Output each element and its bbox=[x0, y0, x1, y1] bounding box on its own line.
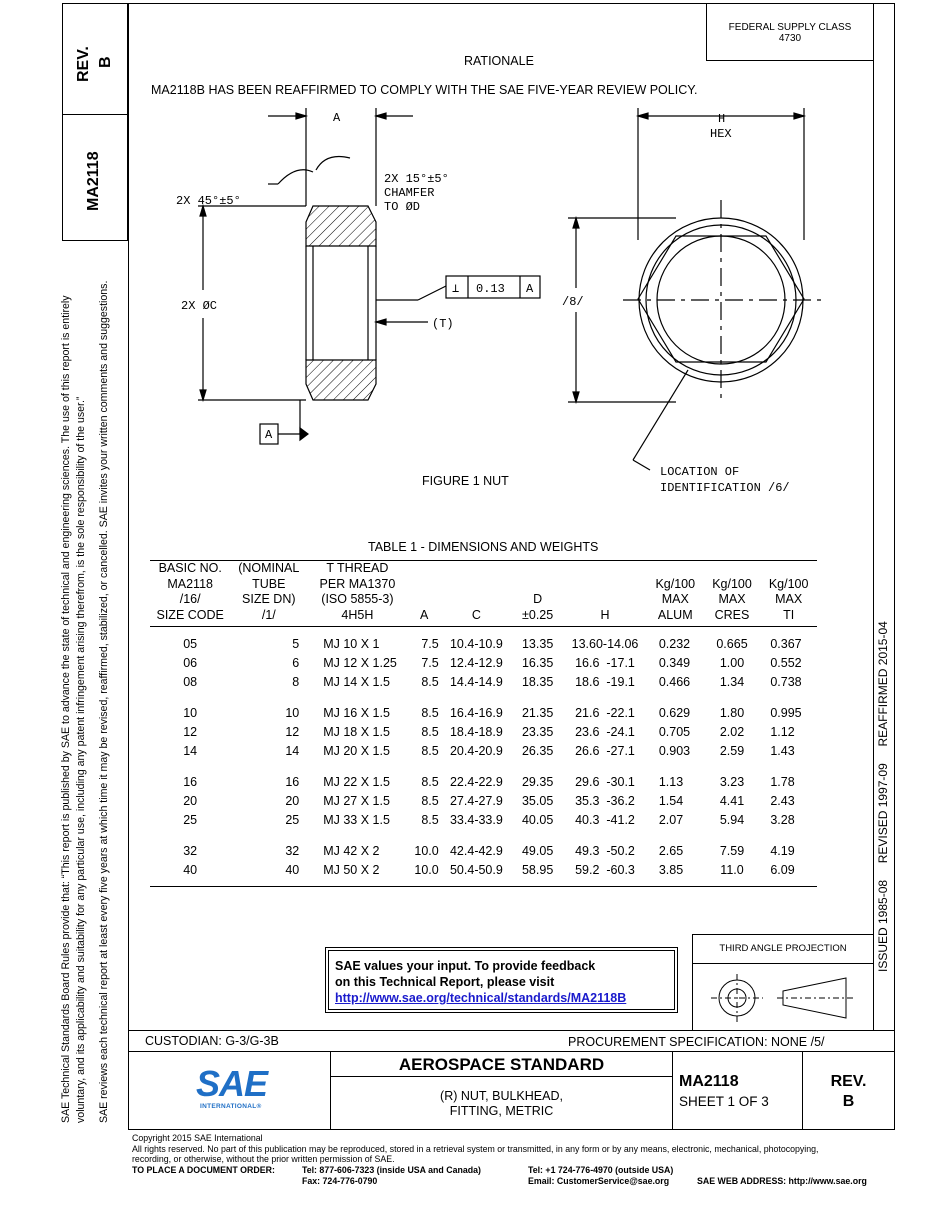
table-cell: 0.629 bbox=[658, 706, 691, 720]
feedback-line-1: SAE values your input. To provide feedback bbox=[335, 959, 596, 973]
fsc-box bbox=[706, 3, 873, 61]
nut-side-bottom-hatch bbox=[306, 360, 376, 400]
col-header: C bbox=[471, 607, 481, 622]
table-title: TABLE 1 - DIMENSIONS AND WEIGHTS bbox=[368, 540, 599, 554]
standard-heading: AEROSPACE STANDARD bbox=[331, 1052, 672, 1077]
table-cell: 16.35 bbox=[521, 656, 554, 670]
col-header: (NOMINAL TUBE SIZE DN) /1/ bbox=[238, 561, 300, 622]
side-doc-number: MA2118 bbox=[85, 151, 102, 211]
table-cell: 12 bbox=[183, 725, 198, 739]
table-cell: 16 bbox=[285, 775, 300, 789]
table-cell: 0.738 bbox=[770, 675, 802, 689]
table-cell: 05 bbox=[183, 637, 198, 651]
col-header: BASIC NO. MA2118 /16/ SIZE CODE bbox=[156, 561, 224, 622]
label-hex: HEX bbox=[710, 127, 732, 141]
table-cell: 21.35 bbox=[521, 706, 554, 720]
table-row bbox=[150, 723, 817, 742]
table-cell: 3.23 bbox=[719, 775, 745, 789]
table-header-row bbox=[150, 561, 817, 627]
label-tod: TO ØD bbox=[384, 200, 421, 214]
side-docnum-box bbox=[62, 115, 128, 241]
table-cell: 20.4-20.9 bbox=[449, 744, 503, 758]
disclaimer-line-3: SAE reviews each technical report at least every five years at which time it may be revised, reaffirmed, stabilized, or cancelled. SAE invites your written comments and suggestions. bbox=[98, 280, 110, 1123]
projection-box bbox=[692, 934, 873, 1030]
table-row bbox=[150, 635, 817, 654]
table-cell: 1.12 bbox=[770, 725, 795, 739]
projection-symbol bbox=[701, 969, 866, 1027]
table-cell: 21.6 -22.1 bbox=[575, 706, 635, 720]
disclaimer-line-2: voluntary, and its applicability and suitability for any particular use, including any patent infringement arising therefrom, is the sole responsibility of the user.” bbox=[75, 396, 87, 1123]
table-row bbox=[150, 673, 817, 692]
doc-title-line-1: (R) NUT, BULKHEAD, bbox=[440, 1089, 563, 1103]
table-cell: 35.3 -36.2 bbox=[575, 794, 635, 808]
label-loc2: IDENTIFICATION /6/ bbox=[660, 481, 790, 495]
table-cell: 8.5 bbox=[421, 794, 439, 808]
table-cell: 14.4-14.9 bbox=[449, 675, 503, 689]
table-row bbox=[150, 811, 817, 830]
table-cell: 7.59 bbox=[719, 844, 745, 858]
fax: Fax: 724-776-0790 bbox=[302, 1175, 378, 1186]
docnum-cell bbox=[673, 1052, 803, 1130]
table-cell: 1.00 bbox=[719, 656, 745, 670]
table-cell: 3.85 bbox=[658, 863, 684, 877]
table-cell: MJ 16 X 1.5 bbox=[323, 706, 390, 720]
table-cell: 2.43 bbox=[770, 794, 795, 808]
table-cell: MJ 42 X 2 bbox=[323, 844, 380, 858]
table-cell: 33.4-33.9 bbox=[449, 813, 503, 827]
table-cell: 13.35 bbox=[521, 637, 554, 651]
table-cell: 23.35 bbox=[521, 725, 554, 739]
col-header: D ±0.25 bbox=[522, 592, 554, 622]
table-cell: 32 bbox=[183, 844, 198, 858]
table-cell: 0.466 bbox=[658, 675, 691, 689]
revision-history: ISSUED 1985-08 REVISED 1997-09 REAFFIRMED 2015-04 bbox=[876, 621, 890, 972]
table-cell: 26.35 bbox=[521, 744, 554, 758]
doc-title-line-2: FITTING, METRIC bbox=[449, 1104, 554, 1118]
col-header: T THREAD PER MA1370 (ISO 5855-3) 4H5H bbox=[319, 561, 396, 622]
table-cell: 14 bbox=[183, 744, 198, 758]
col-header: A bbox=[420, 607, 429, 622]
table-cell: 08 bbox=[183, 675, 198, 689]
table-row bbox=[150, 773, 817, 792]
hex-body bbox=[638, 208, 818, 350]
table-cell: 0.665 bbox=[716, 637, 748, 651]
copyright: Copyright 2015 SAE International bbox=[132, 1133, 263, 1143]
table-cell: 18.4-18.9 bbox=[449, 725, 503, 739]
table-cell: 10.0 bbox=[414, 863, 439, 877]
table-bottom-rule bbox=[150, 880, 817, 887]
table-cell: MJ 50 X 2 bbox=[323, 863, 380, 877]
table-cell: 7.5 bbox=[421, 637, 439, 651]
table-cell: 4.19 bbox=[770, 844, 795, 858]
table-cell: 16 bbox=[183, 775, 198, 789]
disclaimer-line-1: SAE Technical Standards Board Rules provide that: “This report is published by SAE to advance the state of technical and engineering sciences. The use of this report is entirely bbox=[60, 295, 72, 1123]
table-cell: 5.94 bbox=[719, 813, 745, 827]
table-cell: 20 bbox=[183, 794, 198, 808]
side-rev-label: REV. bbox=[75, 46, 92, 82]
nut-figure bbox=[128, 100, 873, 510]
tel-intl: Tel: +1 724-776-4970 (outside USA) bbox=[528, 1164, 674, 1175]
table-cell: 1.80 bbox=[719, 706, 745, 720]
table-row bbox=[150, 654, 817, 673]
label-datum: A bbox=[526, 282, 534, 296]
table-cell: 2.02 bbox=[719, 725, 745, 739]
feedback-box bbox=[325, 947, 678, 1013]
table-cell: 23.6 -24.1 bbox=[575, 725, 635, 739]
feedback-link[interactable]: http://www.sae.org/technical/standards/MA2118B bbox=[335, 991, 627, 1005]
side-rev-box bbox=[62, 3, 128, 115]
footer bbox=[132, 1133, 892, 1187]
group-spacer bbox=[150, 830, 817, 842]
table-row bbox=[150, 704, 817, 723]
table-cell: 27.4-27.9 bbox=[449, 794, 503, 808]
table-cell: 29.35 bbox=[521, 775, 554, 789]
table-cell: 49.05 bbox=[521, 844, 554, 858]
table-cell: 40 bbox=[183, 863, 198, 877]
custodian-cell: CUSTODIAN: G-3/G-3B bbox=[128, 1030, 560, 1052]
label-chamfer: CHAMFER bbox=[384, 186, 435, 200]
table-cell: 0.995 bbox=[770, 706, 802, 720]
table-cell: 10 bbox=[183, 706, 198, 720]
table-row bbox=[150, 861, 817, 880]
table-cell: 32 bbox=[285, 844, 300, 858]
group-spacer bbox=[150, 761, 817, 773]
table-cell: 8.5 bbox=[421, 775, 439, 789]
table-cell: 42.4-42.9 bbox=[449, 844, 503, 858]
table-cell: 0.232 bbox=[658, 637, 691, 651]
table-cell: MJ 33 X 1.5 bbox=[323, 813, 390, 827]
label-c: 2X ØC bbox=[181, 299, 218, 313]
table-cell: 25 bbox=[183, 813, 198, 827]
label-8: /8/ bbox=[562, 295, 584, 309]
table-cell: 0.349 bbox=[658, 656, 691, 670]
table-cell: 1.13 bbox=[658, 775, 684, 789]
rights-line-1: All rights reserved. No part of this publication may be reproduced, stored in a retrieval system or transmitted, in any form or by any means, electronic, mechanical, photocopying, bbox=[132, 1143, 819, 1154]
sae-logo-sub: INTERNATIONAL® bbox=[200, 1103, 262, 1110]
logo-cell bbox=[128, 1052, 331, 1130]
table-cell: 20 bbox=[285, 794, 300, 808]
table-cell: MJ 10 X 1 bbox=[323, 637, 380, 651]
table-cell: 3.28 bbox=[770, 813, 795, 827]
table-cell: 0.705 bbox=[658, 725, 691, 739]
rev-label: REV. bbox=[830, 1073, 867, 1090]
table-cell: 8 bbox=[292, 675, 300, 689]
table-row bbox=[150, 742, 817, 761]
table-cell: MJ 14 X 1.5 bbox=[323, 675, 390, 689]
table-cell: 16.4-16.9 bbox=[449, 706, 503, 720]
table-cell: 1.43 bbox=[770, 744, 795, 758]
table-cell: 40 bbox=[285, 863, 300, 877]
rev-value: B bbox=[842, 1093, 855, 1110]
table-cell: MJ 12 X 1.25 bbox=[323, 656, 397, 670]
table-cell: 12.4-12.9 bbox=[449, 656, 503, 670]
table-cell: 0.903 bbox=[658, 744, 691, 758]
table-cell: 5 bbox=[292, 637, 300, 651]
table-cell: 49.3 -50.2 bbox=[575, 844, 635, 858]
email[interactable]: Email: CustomerService@sae.org bbox=[528, 1175, 670, 1186]
table-cell: 10.4-10.9 bbox=[449, 637, 503, 651]
label-a: A bbox=[333, 111, 341, 125]
table-cell: 35.05 bbox=[521, 794, 554, 808]
table-cell: 40.3 -41.2 bbox=[575, 813, 635, 827]
col-header: Kg/100 MAX ALUM bbox=[655, 576, 696, 622]
table-cell: 50.4-50.9 bbox=[449, 863, 503, 877]
label-45: 2X 45°±5° bbox=[176, 194, 241, 208]
label-t: (T) bbox=[432, 317, 454, 331]
table-cell: 2.59 bbox=[719, 744, 745, 758]
table-row bbox=[150, 792, 817, 811]
rationale-text: MA2118B HAS BEEN REAFFIRMED TO COMPLY WITH THE SAE FIVE-YEAR REVIEW POLICY. bbox=[151, 83, 698, 97]
rev-cell bbox=[803, 1052, 895, 1130]
label-15: 2X 15°±5° bbox=[384, 172, 449, 186]
figure-caption: FIGURE 1 NUT bbox=[422, 474, 509, 488]
dimensions-table bbox=[150, 560, 817, 887]
web-address[interactable]: SAE WEB ADDRESS: http://www.sae.org bbox=[697, 1175, 867, 1186]
table-cell: 0.367 bbox=[770, 637, 802, 651]
label-loc1: LOCATION OF bbox=[660, 465, 740, 479]
table-cell: 8.5 bbox=[421, 744, 439, 758]
table-cell: MJ 18 X 1.5 bbox=[323, 725, 390, 739]
table-cell: 59.2 -60.3 bbox=[575, 863, 635, 877]
table-cell: 11.0 bbox=[720, 863, 744, 877]
table-cell: 10.0 bbox=[414, 844, 439, 858]
table-cell: 2.07 bbox=[658, 813, 684, 827]
side-rev-letter: B bbox=[97, 56, 114, 68]
label-datum-box: A bbox=[265, 428, 273, 442]
table-cell: 4.41 bbox=[719, 794, 745, 808]
table-cell: MJ 22 X 1.5 bbox=[323, 775, 390, 789]
group-spacer bbox=[150, 692, 817, 704]
table-body bbox=[150, 627, 817, 887]
order-label: TO PLACE A DOCUMENT ORDER: bbox=[132, 1164, 275, 1175]
table-row bbox=[150, 842, 817, 861]
table-cell: 1.34 bbox=[719, 675, 745, 689]
table-cell: 14 bbox=[285, 744, 300, 758]
standard-cell bbox=[331, 1052, 673, 1130]
table-cell: 8.5 bbox=[421, 675, 439, 689]
group-spacer bbox=[150, 627, 817, 636]
table-cell: 26.6 -27.1 bbox=[575, 744, 635, 758]
table-cell: 8.5 bbox=[421, 813, 439, 827]
label-h: H bbox=[718, 112, 726, 126]
table-cell: 06 bbox=[183, 656, 198, 670]
fsc-value: 4730 bbox=[778, 33, 802, 44]
table-cell: 2.65 bbox=[658, 844, 684, 858]
table-cell: 10 bbox=[285, 706, 300, 720]
table-cell: 8.5 bbox=[421, 706, 439, 720]
procurement-cell: PROCUREMENT SPECIFICATION: NONE /5/ bbox=[560, 1030, 895, 1052]
table-cell: 1.54 bbox=[658, 794, 684, 808]
col-header: Kg/100 MAX TI bbox=[768, 576, 809, 622]
table-cell: 40.05 bbox=[521, 813, 554, 827]
table-cell: 16.6 -17.1 bbox=[575, 656, 635, 670]
col-header: H bbox=[600, 607, 610, 622]
table-cell: 25 bbox=[285, 813, 300, 827]
table-cell: 0.552 bbox=[770, 656, 802, 670]
doc-number: MA2118 bbox=[679, 1073, 739, 1090]
nut-side-top-hatch bbox=[306, 206, 376, 246]
table-cell: MJ 27 X 1.5 bbox=[323, 794, 390, 808]
label-tol: 0.13 bbox=[476, 282, 505, 296]
table-cell: 22.4-22.9 bbox=[449, 775, 503, 789]
table-cell: MJ 20 X 1.5 bbox=[323, 744, 390, 758]
table-cell: 6.09 bbox=[770, 863, 795, 877]
table-cell: 6 bbox=[292, 656, 300, 670]
table-cell: 13.60-14.06 bbox=[571, 637, 639, 651]
table-cell: 7.5 bbox=[421, 656, 439, 670]
table-cell: 8.5 bbox=[421, 725, 439, 739]
rationale-title: RATIONALE bbox=[464, 54, 534, 68]
table-cell: 18.35 bbox=[521, 675, 554, 689]
rights-line-2: recording, or otherwise, without the prior written permission of SAE. bbox=[132, 1154, 395, 1165]
table-cell: 18.6 -19.1 bbox=[575, 675, 635, 689]
table-cell: 12 bbox=[285, 725, 300, 739]
col-header: Kg/100 MAX CRES bbox=[712, 576, 752, 622]
table-cell: 29.6 -30.1 bbox=[575, 775, 635, 789]
table-cell: 58.95 bbox=[521, 863, 554, 877]
label-perp: ⊥ bbox=[452, 282, 460, 296]
fsc-label: FEDERAL SUPPLY CLASS bbox=[728, 22, 852, 33]
projection-label: THIRD ANGLE PROJECTION bbox=[693, 935, 873, 964]
sheet-number: SHEET 1 OF 3 bbox=[679, 1094, 769, 1109]
feedback-line-2: on this Technical Report, please visit bbox=[335, 975, 555, 989]
table-cell: 1.78 bbox=[770, 775, 795, 789]
tel-us: Tel: 877-606-7323 (inside USA and Canada) bbox=[302, 1164, 481, 1175]
sae-logo: SAE bbox=[196, 1063, 268, 1104]
